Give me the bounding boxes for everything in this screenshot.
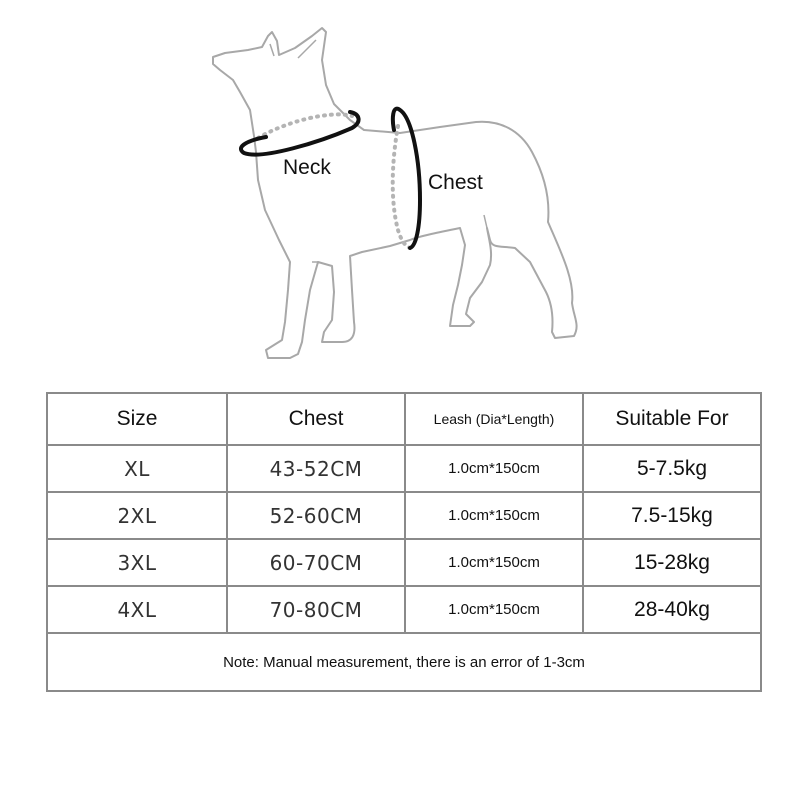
chest-cell: 43-52CM xyxy=(227,445,405,492)
chest-cell: 70-80CM xyxy=(227,586,405,633)
dog-outline-illustration xyxy=(0,0,800,385)
leash-cell: 1.0cm*150cm xyxy=(405,445,583,492)
neck-label: Neck xyxy=(283,156,331,179)
header-size: Size xyxy=(47,393,227,445)
table-row xyxy=(47,445,761,492)
table-row xyxy=(47,492,761,539)
chest-strap xyxy=(393,109,420,248)
leash-cell: 1.0cm*150cm xyxy=(405,539,583,586)
neck-strap xyxy=(241,112,359,155)
size-cell: 4XL xyxy=(47,586,227,633)
chest-cell: 60-70CM xyxy=(227,539,405,586)
header-suitable-for: Suitable For xyxy=(583,393,761,445)
weight-cell: 5-7.5kg xyxy=(583,445,761,492)
size-cell: XL xyxy=(47,445,227,492)
weight-cell: 7.5-15kg xyxy=(583,492,761,539)
weight-cell: 28-40kg xyxy=(583,586,761,633)
measurement-note: Note: Manual measurement, there is an error of 1-3cm xyxy=(47,633,761,691)
table-row xyxy=(47,586,761,633)
table-row xyxy=(47,539,761,586)
header-leash: Leash (Dia*Length) xyxy=(405,393,583,445)
chest-label: Chest xyxy=(428,171,483,194)
size-cell: 2XL xyxy=(47,492,227,539)
chest-dotted-line xyxy=(393,126,410,248)
leash-cell: 1.0cm*150cm xyxy=(405,492,583,539)
size-chart-table xyxy=(46,392,762,692)
dog-silhouette xyxy=(213,28,577,358)
table-header-row xyxy=(47,393,761,445)
size-cell: 3XL xyxy=(47,539,227,586)
chest-cell: 52-60CM xyxy=(227,492,405,539)
header-chest: Chest xyxy=(227,393,405,445)
note-row xyxy=(47,633,761,691)
weight-cell: 15-28kg xyxy=(583,539,761,586)
leash-cell: 1.0cm*150cm xyxy=(405,586,583,633)
